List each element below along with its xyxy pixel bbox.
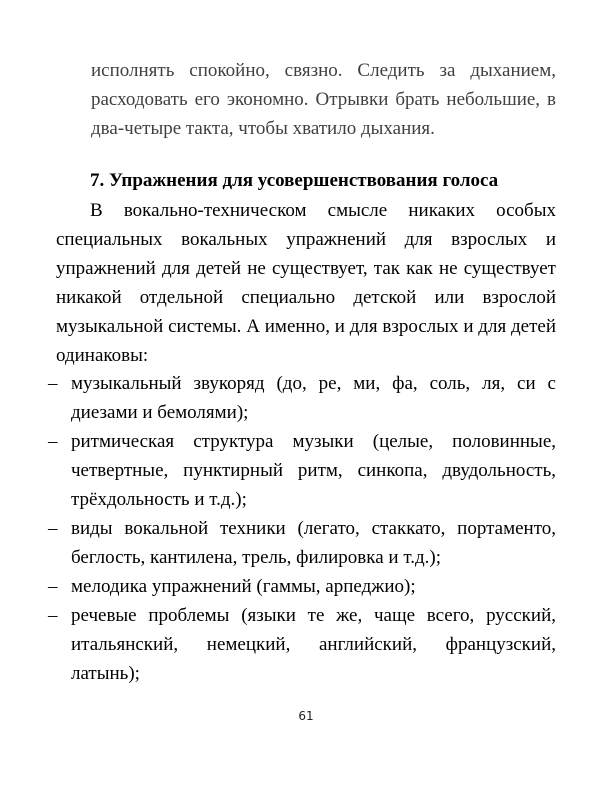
section-paragraph: В вокально-техническом смысле никаких особых специальных вокальных упражнений для взрослых и упражнений для детей не существует, так как не существует никакой отдельной специально детской или взрослой музыкальной системы. А именно, и для взрослых и для детей одинаковы: (56, 200, 556, 366)
section-heading: 7. Упражнения для усовершенствования голоса (90, 170, 499, 191)
list-item-text: речевые проблемы (языки те же, чаще всего, русский, итальянский, немецкий, английский, французский, латынь); (71, 605, 556, 684)
dash-marker: – (48, 518, 58, 539)
list-item-text: ритмическая структура музыки (целые, половинные, четвертные, пунктирный ритм, синкопа, двудольность, трёхдольность и т.д.); (71, 431, 556, 510)
list-item (48, 369, 556, 427)
list-item-text: виды вокальной техники (легато, стаккато, портаменто, беглость, кантилена, трель, филировка и т.д.); (71, 518, 556, 568)
list-item-text: музыкальный звукоряд (до, ре, ми, фа, соль, ля, си с диезами и бемолями); (71, 373, 556, 423)
list-item (48, 572, 556, 601)
list-item (48, 427, 556, 514)
dash-marker: – (48, 431, 58, 452)
list-item (48, 601, 556, 688)
dash-marker: – (48, 576, 58, 597)
intro-paragraph: исполнять спокойно, связно. Следить за дыханием, расходовать его экономно. Отрывки брать небольшие, в два-четыре такта, чтобы хватило дыхания. (91, 60, 556, 139)
dash-marker: – (48, 605, 58, 626)
list-item (48, 514, 556, 572)
bullet-list (48, 369, 556, 688)
dash-marker: – (48, 373, 58, 394)
page-number: 61 (298, 709, 314, 723)
list-item-text: мелодика упражнений (гаммы, арпеджио); (71, 576, 416, 597)
